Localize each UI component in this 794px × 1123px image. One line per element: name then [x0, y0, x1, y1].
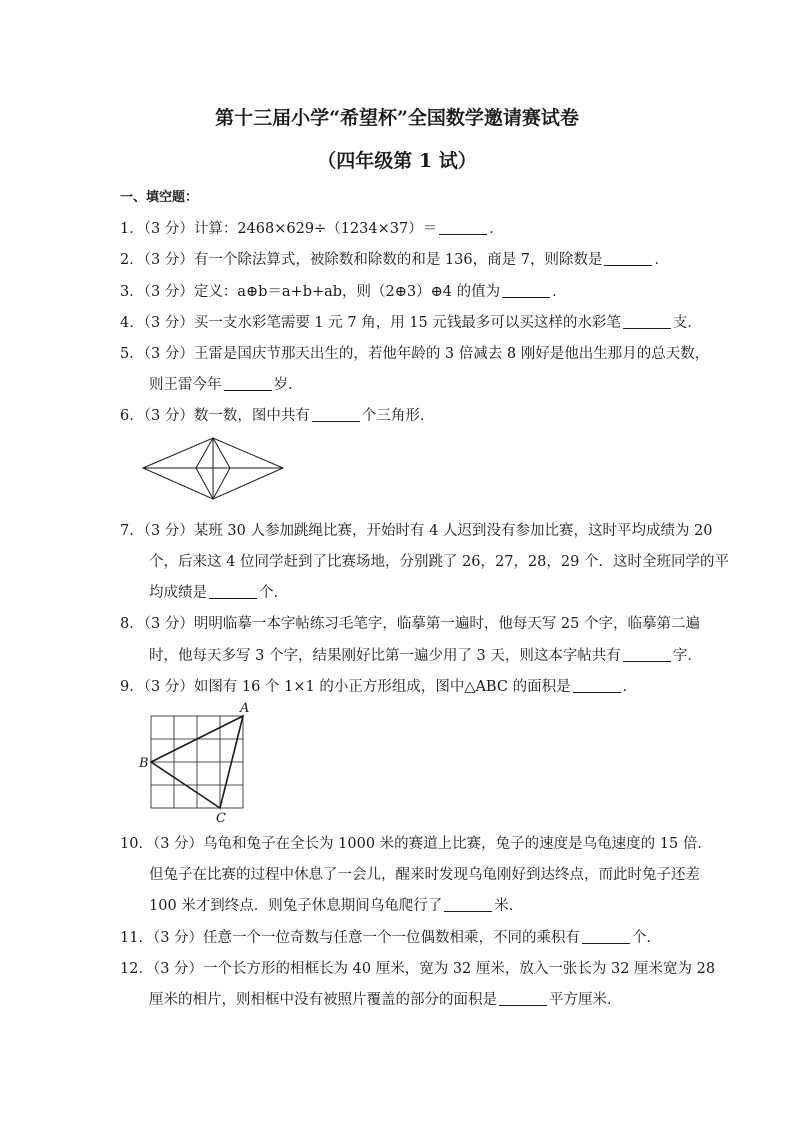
question-9: 9．（3 分）如图有 16 个 1×1 的小正方形组成，图中△ABC 的面积是 ． [120, 679, 638, 695]
question-5-cont: 则王雷今年 岁． [149, 377, 303, 393]
section-heading: 一、填空题： [120, 190, 199, 205]
answer-blank[interactable] [499, 991, 547, 1006]
question-10: 10．（3 分）乌龟和兔子在全长为 1000 米的赛道上比赛，兔子的速度是乌龟速度的 15 倍． [120, 836, 712, 852]
exam-title: 第十三届小学“希望杯”全国数学邀请赛试卷 [215, 107, 579, 129]
triangle-figure [142, 437, 284, 501]
answer-blank[interactable] [224, 376, 272, 391]
answer-blank[interactable] [312, 407, 360, 422]
label-b: B [139, 756, 149, 771]
label-c: C [216, 811, 226, 826]
question-4: 4．（3 分）买一支水彩笔需要 1 元 7 角，用 15 元钱最多可以买这样的水彩笔 支． [120, 315, 702, 331]
question-3: 3．（3 分）定义：a⊕b＝a+b+ab，则（2⊕3）⊕4 的值为 ． [120, 284, 567, 300]
answer-blank[interactable] [439, 220, 487, 235]
grid-triangle-figure [136, 701, 256, 826]
question-6: 6．（3 分）数一数，图中共有 个三角形． [120, 408, 435, 424]
answer-blank[interactable] [623, 314, 671, 329]
question-12: 12．（3 分）一个长方形的相框长为 40 厘米，宽为 32 厘米，放入一张长为 32 厘米宽为 28 [120, 961, 716, 977]
question-12-cont: 厘米的相片，则相框中没有被照片覆盖的部分的面积是 平方厘米． [149, 992, 622, 1008]
question-2: 2．（3 分）有一个除法算式，被除数和除数的和是 136，商是 7，则除数是 ． [120, 252, 669, 268]
question-5: 5．（3 分）王雷是国庆节那天出生的，若他年龄的 3 倍减去 8 刚好是他出生那月的总天数， [120, 346, 710, 362]
answer-blank[interactable] [502, 283, 550, 298]
question-8-cont: 时，他每天多写 3 个字，结果刚好比第一遍少用了 3 天，则这本字帖共有 字． [149, 648, 702, 664]
label-a: A [240, 701, 250, 716]
question-10-cont: 但兔子在比赛的过程中休息了一会儿，醒来时发现乌龟刚好到达终点，而此时兔子还差 [149, 867, 700, 883]
answer-blank[interactable] [573, 678, 621, 693]
question-1: 1．（3 分）计算：2468×629÷（1234×37）＝ ． [120, 221, 504, 237]
unit-grid [151, 716, 243, 808]
answer-blank[interactable] [582, 929, 630, 944]
answer-blank[interactable] [623, 647, 671, 662]
question-7-cont: 个，后来这 4 位同学赶到了比赛场地，分别跳了 26，27，28，29 个．这时全班同学的平 [149, 554, 729, 570]
question-7: 7．（3 分）某班 30 人参加跳绳比赛，开始时有 4 人迟到没有参加比赛，这时平均成绩为 20 [120, 523, 713, 539]
exam-subtitle: （四年级第 1 试） [317, 150, 477, 172]
question-11: 11．（3 分）任意一个一位奇数与任意一个一位偶数相乘，不同的乘积有 个． [120, 930, 662, 946]
answer-blank[interactable] [444, 897, 492, 912]
question-10-cont2: 100 米才到终点．则兔子休息期间乌龟爬行了 米． [149, 898, 524, 914]
answer-blank[interactable] [209, 584, 257, 599]
answer-blank[interactable] [604, 251, 652, 266]
question-7-cont2: 均成绩是 个． [149, 585, 288, 601]
question-8: 8．（3 分）明明临摹一本字帖练习毛笔字，临摹第一遍时，他每天写 25 个字，临摹第二遍 [120, 616, 700, 632]
